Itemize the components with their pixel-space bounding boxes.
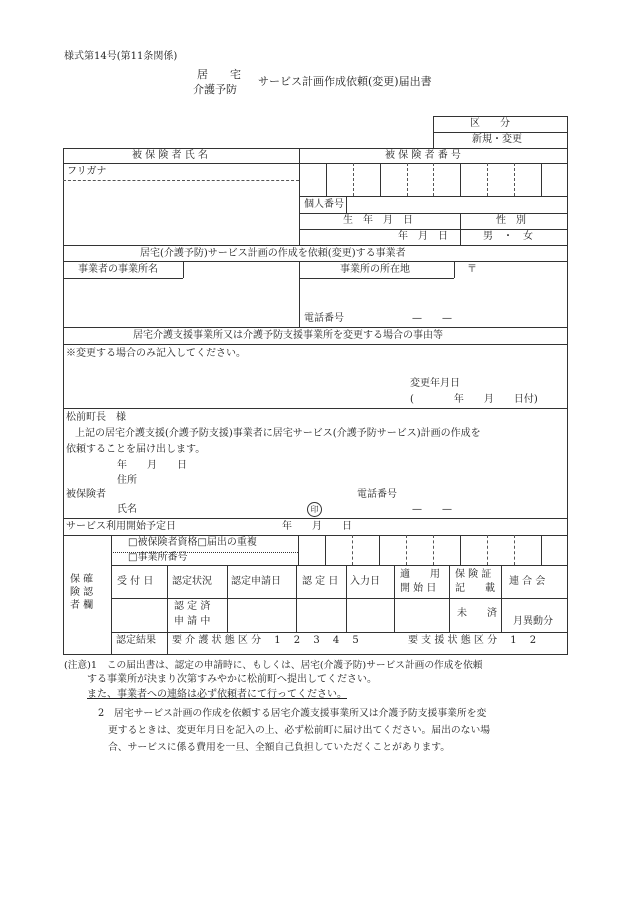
postal-mark: 〒 [467,264,477,275]
col-received-date: 受 付 日 [117,576,154,587]
insured-phone-label: 電話番号 [357,489,397,500]
note-1a: (注意)1 この届出書は、認定の申請時に、もしくは、居宅(介護予防)サービス計画の作成を依頼 [64,660,483,671]
insured-phone-value[interactable]: — — [412,504,452,515]
col-cert-apply-date: 認定申請日 [231,576,281,587]
col-start-date-2: 開 始 日 [400,583,437,594]
insured-number-header: 被 保 険 者 番 号 [385,150,461,161]
declaration-body-2: 依頼することを届け出します。 [66,444,206,455]
category-header: 区 分 [470,118,510,129]
note-2a: 2 居宅サービス計画の作成を依頼する居宅介護支援事業所又は介護予防支援事業所を変 [98,708,487,719]
note-1c: また、事業者への連絡は必ず依頼者にて行ってください。 [87,689,347,700]
furigana-label: フリガナ [67,166,107,177]
insurer-check-label: 保 確 険 認 者 欄 [70,574,94,611]
office-address-label: 事業所の所在地 [340,264,410,275]
cert-pending[interactable]: 申 請 中 [174,616,211,627]
reason-field[interactable] [64,364,404,404]
insured-name-field[interactable] [64,181,298,244]
cert-result-label: 認定結果 [116,635,156,646]
sex-label: 性 別 [496,215,526,226]
seal-icon: 印 [307,502,322,517]
insured-name-label: 氏名 [117,504,137,515]
page-title: サービス計画作成依頼(変更)届出書 [258,75,432,88]
insured-name-header: 被 保 険 者 氏 名 [132,150,208,161]
note-1b: する事業所が決まり次第すみやかに松前町へ提出してください。 [87,674,377,685]
check-qualification[interactable]: □被保険者資格□届出の重複 [128,537,257,548]
declaration-date[interactable]: 年 月 日 [117,460,187,471]
reason-note: ※変更する場合のみ記入してください。 [66,348,246,359]
note-2c: 合、サービスに係る費用を一旦、全額自己負担していただくことがあります。 [108,742,451,753]
col-input-date: 入力日 [350,576,380,587]
table-right-border [567,148,568,654]
note-2b: 更するときは、変更年月日を記入の上、必ず松前町に届け出てください。届出のない場 [108,725,491,736]
insured-label: 被保険者 [66,489,106,500]
birth-date-value[interactable]: 年 月 日 [398,231,448,242]
monthly-change: 月異動分 [513,616,553,627]
check-office-number[interactable]: □事業所番号 [128,552,188,563]
my-number-label: 個人番号 [304,199,344,210]
col-federation: 連 合 会 [509,576,546,587]
col-start-date-1: 適 用 [400,569,440,580]
birth-date-label: 生 年 月 日 [343,215,413,226]
col-cert-entry-1: 保 険 証 [455,569,492,580]
category-value[interactable]: 新規・変更 [472,134,522,145]
cert-done[interactable]: 認 定 済 [174,601,211,612]
col-cert-date: 認 定 日 [302,576,339,587]
addressee: 松前町長 様 [66,412,126,423]
service-start-label: サービス利用開始予定日 [66,521,176,532]
support-level-options[interactable]: 要 支 援 状 態 区 分 1 2 [408,635,537,646]
cert-entry-state[interactable]: 未 済 [457,608,497,619]
care-level-options[interactable]: 要 介 護 状 態 区 分 1 2 3 4 5 [172,635,359,646]
title-line1: 居 宅 [197,68,241,81]
col-cert-status: 認定状況 [172,576,212,587]
service-start-value[interactable]: 年 月 日 [282,521,352,532]
sex-value[interactable]: 男 ・ 女 [483,231,533,242]
declaration-body-1: 上記の居宅介護支援(介護予防支援)事業者に居宅サービス(介護予防サービス)計画の作成を [75,428,481,439]
office-name-field[interactable] [64,279,298,326]
change-date-label: 変更年月日 [410,378,460,389]
change-date-value[interactable]: ( 年 月 日付) [410,394,538,405]
col-cert-entry-2: 記 載 [455,583,495,594]
provider-phone-label: 電話番号 [304,313,344,324]
provider-phone-value[interactable]: — — [412,313,452,324]
insured-address-label: 住所 [117,475,137,486]
provider-section-title: 居宅(介護予防)サービス計画の作成を依頼(変更)する事業者 [140,248,406,259]
office-address-field[interactable] [300,279,566,309]
title-line2: 介護予防 [193,83,237,96]
office-name-label: 事業者の事業所名 [78,264,158,275]
insured-number-field[interactable] [300,164,566,195]
form-number: 様式第14号(第11条関係) [64,51,178,62]
reason-title: 居宅介護支援事業所又は介護予防支援事業所を変更する場合の事由等 [133,330,443,341]
